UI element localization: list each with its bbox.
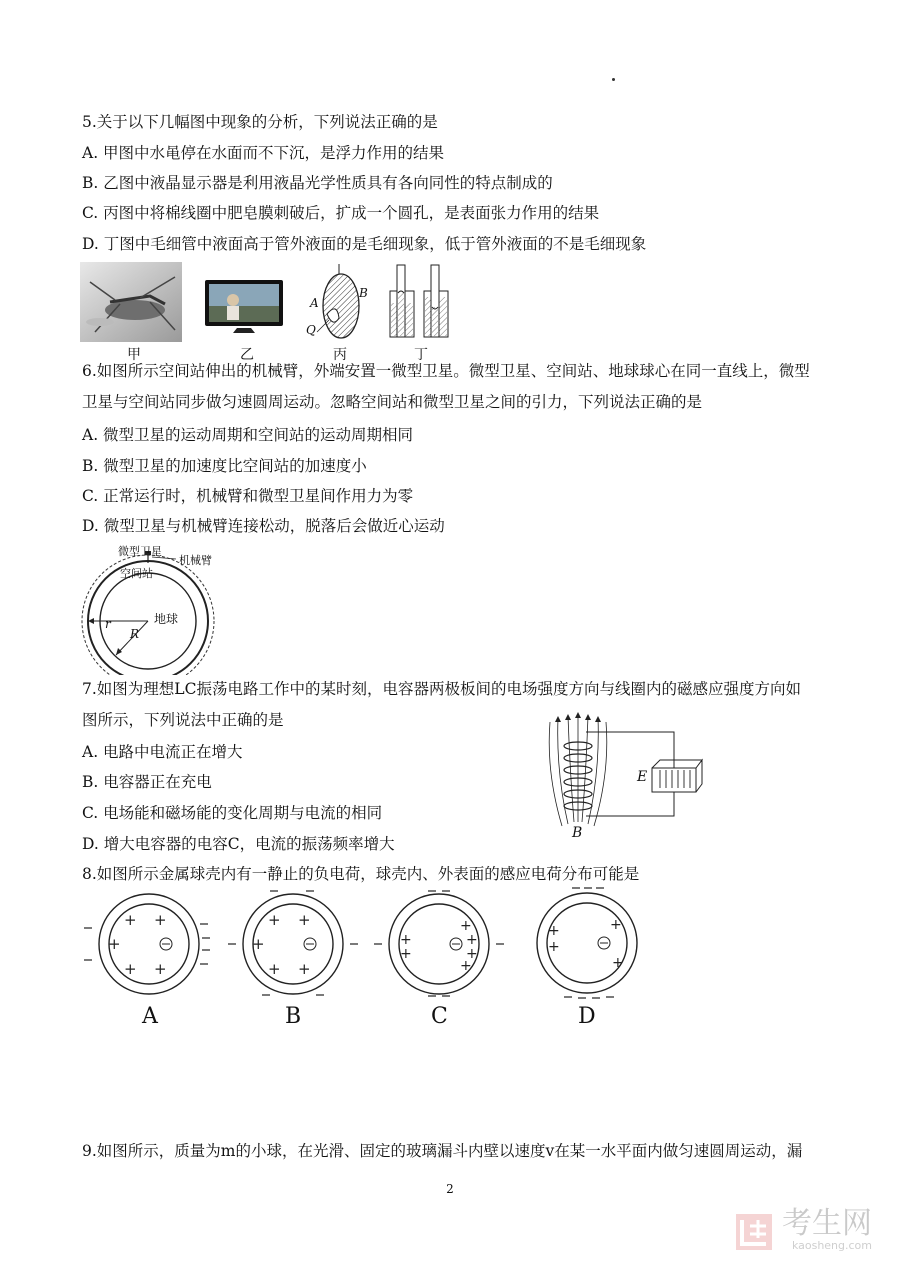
svg-text:+: + xyxy=(460,958,472,974)
svg-text:+: + xyxy=(108,935,121,953)
q5-option-a: A. 甲图中水黾停在水面而不下沉，是浮力作用的结果 xyxy=(82,144,445,162)
page-number: 2 xyxy=(446,1182,454,1196)
q7-option-d: D. 增大电容器的电容C，电流的振荡频率增大 xyxy=(82,835,395,853)
label-arm: 机械臂 xyxy=(179,554,212,567)
sphere-option-c xyxy=(372,888,506,998)
label-B: B xyxy=(572,825,583,841)
sphere-option-b xyxy=(226,888,360,998)
sphere-option-d xyxy=(520,885,654,1001)
svg-text:+: + xyxy=(460,918,472,934)
caption-jia: 甲 xyxy=(127,347,141,363)
q6-option-d: D. 微型卫星与机械臂连接松动，脱落后会做近心运动 xyxy=(82,517,445,535)
q7-stem-line1: 7.如图为理想LC振荡电路工作中的某时刻，电容器两极板间的电场强度方向与线圈内的磁感应强度方向如 xyxy=(82,680,801,698)
label-a: A xyxy=(310,296,319,310)
q5-option-c: C. 丙图中将棉线圈中肥皂膜刺破后，扩成一个圆孔，是表面张力作用的结果 xyxy=(82,204,600,222)
label-option-b: B xyxy=(285,1004,302,1029)
label-r: r xyxy=(105,617,111,631)
q9-stem: 9.如图所示，质量为m的小球，在光滑、固定的玻璃漏斗内壁以速度v在某一水平面内做匀速圆周运动，漏 xyxy=(82,1142,803,1160)
caption-bing: 丙 xyxy=(333,347,347,363)
svg-text:+: + xyxy=(268,911,281,929)
svg-text:+: + xyxy=(548,939,560,955)
lc-circuit-diagram xyxy=(548,712,708,840)
caption-yi: 乙 xyxy=(240,347,254,363)
top-dot xyxy=(612,78,615,81)
svg-text:+: + xyxy=(400,946,412,962)
q6-stem-line1: 6.如图所示空间站伸出的机械臂，外端安置一微型卫星。微型卫星、空间站、地球球心在同一直线上，微型 xyxy=(82,362,810,380)
label-R: R xyxy=(130,627,140,641)
svg-text:+: + xyxy=(466,946,478,962)
q6-option-c: C. 正常运行时，机械臂和微型卫星间作用力为零 xyxy=(82,487,414,505)
svg-text:+: + xyxy=(612,955,624,971)
label-option-d: D xyxy=(578,1004,596,1029)
svg-text:+: + xyxy=(466,932,478,948)
q8-stem: 8.如图所示金属球壳内有一静止的负电荷，球壳内、外表面的感应电荷分布可能是 xyxy=(82,865,640,883)
svg-text:+: + xyxy=(154,911,167,929)
svg-text:+: + xyxy=(298,911,311,929)
water-strider-photo xyxy=(80,262,182,342)
svg-text:+: + xyxy=(268,960,281,978)
caption-ding: 丁 xyxy=(414,347,428,363)
q6-stem-line2: 卫星与空间站同步做匀速圆周运动。忽略空间站和微型卫星之间的引力，下列说法正确的是 xyxy=(82,393,703,411)
q5-option-d: D. 丁图中毛细管中液面高于管外液面的是毛细现象，低于管外液面的不是毛细现象 xyxy=(82,235,647,253)
label-satellite: 微型卫星 xyxy=(118,545,162,558)
sphere-option-a xyxy=(82,888,216,998)
q7-option-b: B. 电容器正在充电 xyxy=(82,773,212,791)
svg-text:+: + xyxy=(610,917,622,933)
capillary-tubes-diagram xyxy=(388,263,458,339)
q7-stem-line2: 图所示，下列说法中正确的是 xyxy=(82,711,284,729)
label-earth: 地球 xyxy=(154,612,179,626)
label-option-c: C xyxy=(431,1004,448,1029)
label-station: 空间站 xyxy=(120,567,153,580)
q6-option-a: A. 微型卫星的运动周期和空间站的运动周期相同 xyxy=(82,426,414,444)
watermark-url: kaosheng.com xyxy=(791,1239,872,1252)
label-q: Q xyxy=(306,323,316,337)
watermark xyxy=(734,1206,872,1252)
label-b: B xyxy=(359,286,368,300)
svg-text:+: + xyxy=(298,960,311,978)
label-E: E xyxy=(637,769,648,785)
q6-option-b: B. 微型卫星的加速度比空间站的加速度小 xyxy=(82,457,367,475)
q5-stem: 5.关于以下几幅图中现象的分析，下列说法正确的是 xyxy=(82,113,438,131)
label-option-a: A xyxy=(142,1004,158,1029)
watermark-name: 考生网 xyxy=(782,1206,872,1241)
svg-text:+: + xyxy=(124,960,137,978)
q7-option-c: C. 电场能和磁场能的变化周期与电流的相同 xyxy=(82,804,383,822)
svg-text:+: + xyxy=(124,911,137,929)
watermark-logo-icon xyxy=(734,1212,774,1252)
lcd-monitor-photo xyxy=(203,278,285,334)
q5-option-b: B. 乙图中液晶显示器是利用液晶光学性质具有各向同性的特点制成的 xyxy=(82,174,553,192)
svg-text:+: + xyxy=(400,932,412,948)
q7-option-a: A. 电路中电流正在增大 xyxy=(82,743,243,761)
svg-text:+: + xyxy=(548,923,560,939)
svg-text:+: + xyxy=(154,960,167,978)
svg-text:+: + xyxy=(252,935,265,953)
